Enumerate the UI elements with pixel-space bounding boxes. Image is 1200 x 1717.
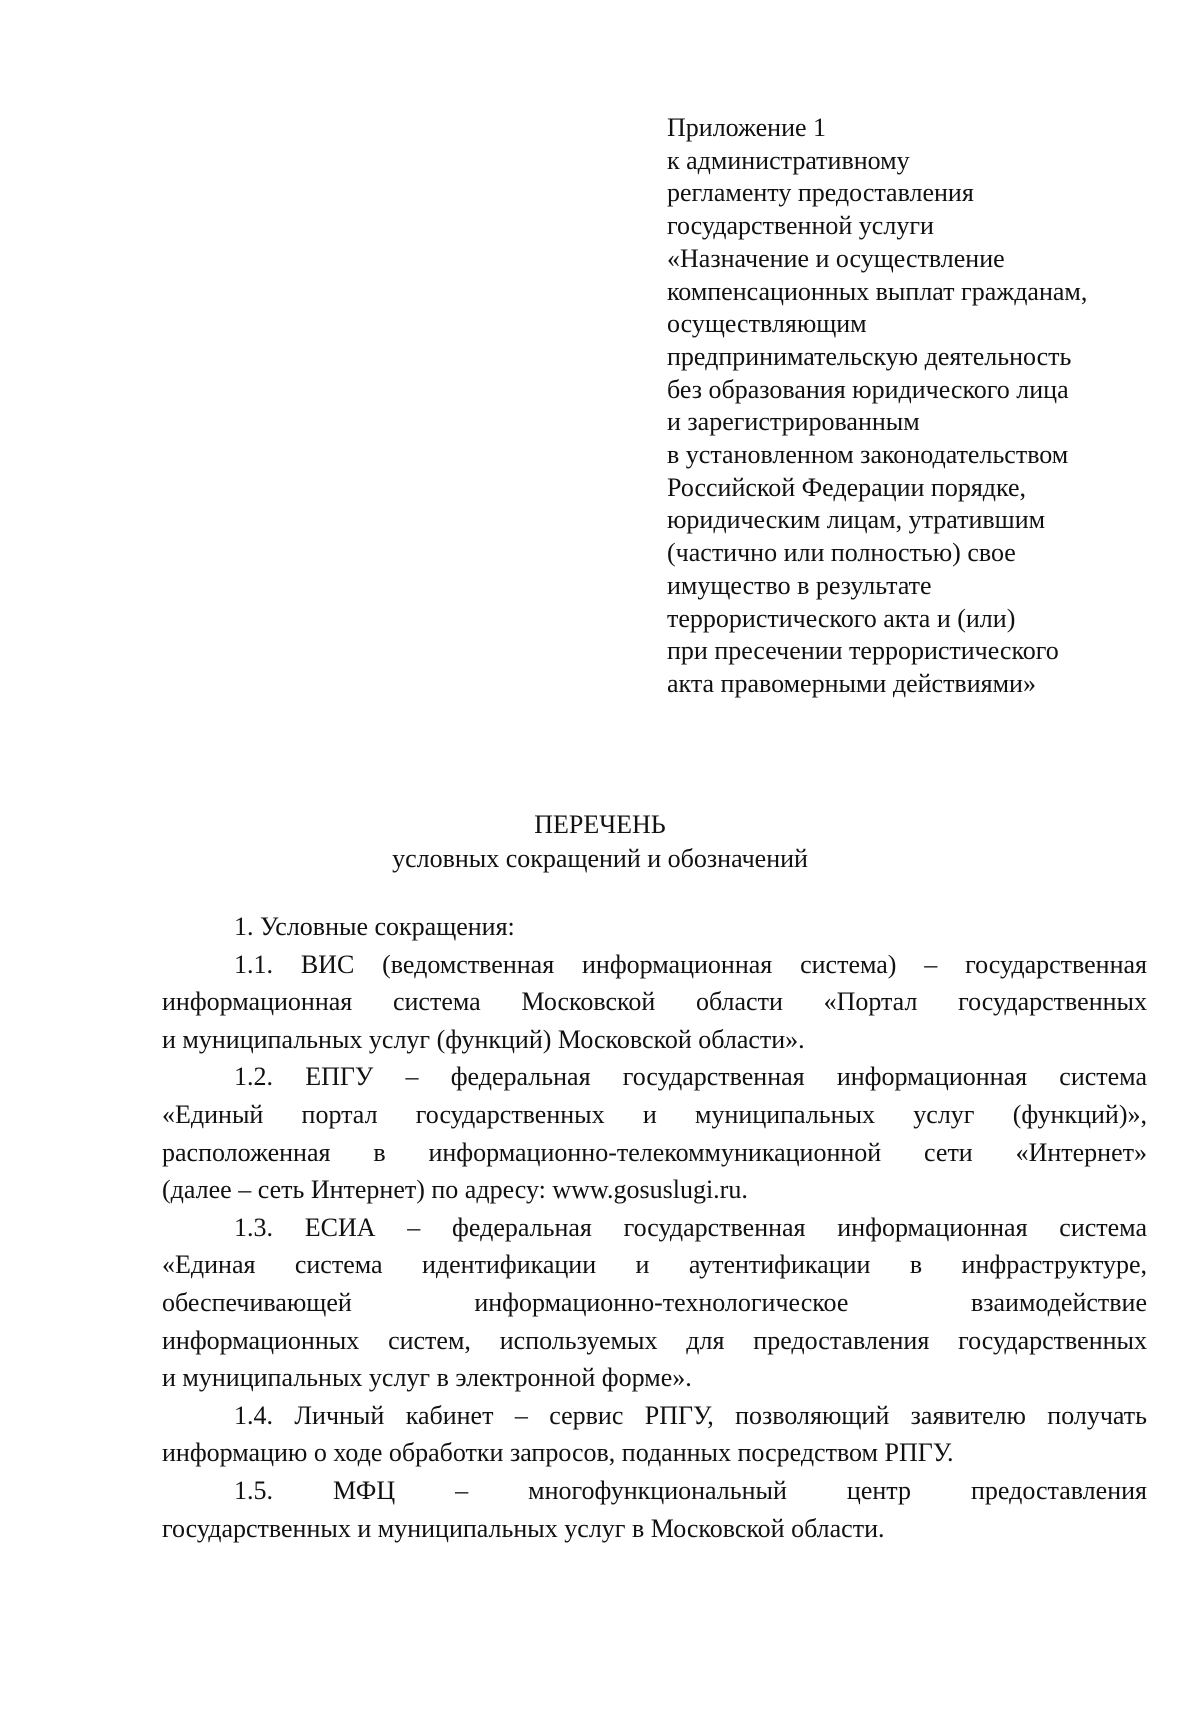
paragraph-line: 1.5. МФЦ – многофункциональный центр предоставления [234,1475,1147,1505]
paragraph-line: 1.4. Личный кабинет – сервис РПГУ, позволяющий заявителю получать [234,1400,1147,1430]
list-item [162,946,1147,1059]
paragraph-line: 1.1. ВИС (ведомственная информационная система) – государственная [234,949,1147,979]
appendix-line: предпринимательскую деятельность [667,341,1072,371]
paragraph-line: информацию о ходе обработки запросов, поданных посредством РПГУ. [162,1438,954,1468]
paragraph-line: обеспечивающей информационно-технологическое взаимодействие [162,1287,1147,1317]
appendix-line: осуществляющим [667,309,867,339]
paragraph-line: и муниципальных услуг (функций) Московской области». [162,1024,805,1054]
appendix-line: террористического акта и (или) [667,603,1016,633]
paragraph-line: «Единый портал государственных и муниципальных услуг (функций)», [162,1099,1147,1129]
title-subheading: условных сокращений и обозначений [392,844,808,873]
appendix-line: регламенту предоставления [667,178,974,208]
document-title [0,808,1200,876]
paragraph-line: 1.3. ЕСИА – федеральная государственная информационная система [234,1212,1147,1242]
paragraph-line: и муниципальных услуг в электронной форме». [162,1363,692,1393]
paragraph-line: 1.2. ЕПГУ – федеральная государственная информационная система [234,1062,1147,1092]
appendix-line: к административному [667,145,910,175]
list-item [162,1397,1147,1472]
appendix-line: без образования юридического лица [667,374,1069,404]
paragraph-line: расположенная в информационно-телекоммуникационной сети «Интернет» [162,1137,1147,1167]
appendix-line: имущество в результате [667,570,932,600]
list-item [162,1058,1147,1208]
appendix-line: «Назначение и осуществление [667,243,1005,273]
list-item [162,1209,1147,1397]
paragraph-line: «Единая система идентификации и аутентификации в инфраструктуре, [162,1250,1147,1280]
paragraph-line: информационная система Московской области «Портал государственных [162,987,1147,1017]
appendix-line: в установленном законодательством [667,440,1069,470]
appendix-line: Приложение 1 [667,113,827,142]
appendix-line: при пресечении террористического [667,636,1059,666]
section-heading: 1. Условные сокращения: [234,912,515,941]
appendix-line: и зарегистрированным [667,407,920,437]
appendix-line: компенсационных выплат гражданам, [667,276,1088,306]
paragraph-line: информационных систем, используемых для предоставления государственных [162,1325,1147,1355]
appendix-line: государственной услуги [667,211,934,241]
appendix-header [667,112,1167,701]
title-heading: ПЕРЕЧЕНЬ [534,810,666,839]
list-item [162,1472,1147,1547]
document-body [162,908,1147,1547]
appendix-line: (частично или полностью) свое [667,538,1016,568]
appendix-line: юридическим лицам, утратившим [667,505,1046,535]
paragraph-line: (далее – сеть Интернет) по адресу: www.gosuslugi.ru. [162,1175,748,1205]
paragraph-line: государственных и муниципальных услуг в Московской области. [162,1513,885,1543]
appendix-line: Российской Федерации порядке, [667,472,1027,502]
appendix-line: акта правомерными действиями» [667,668,1036,698]
